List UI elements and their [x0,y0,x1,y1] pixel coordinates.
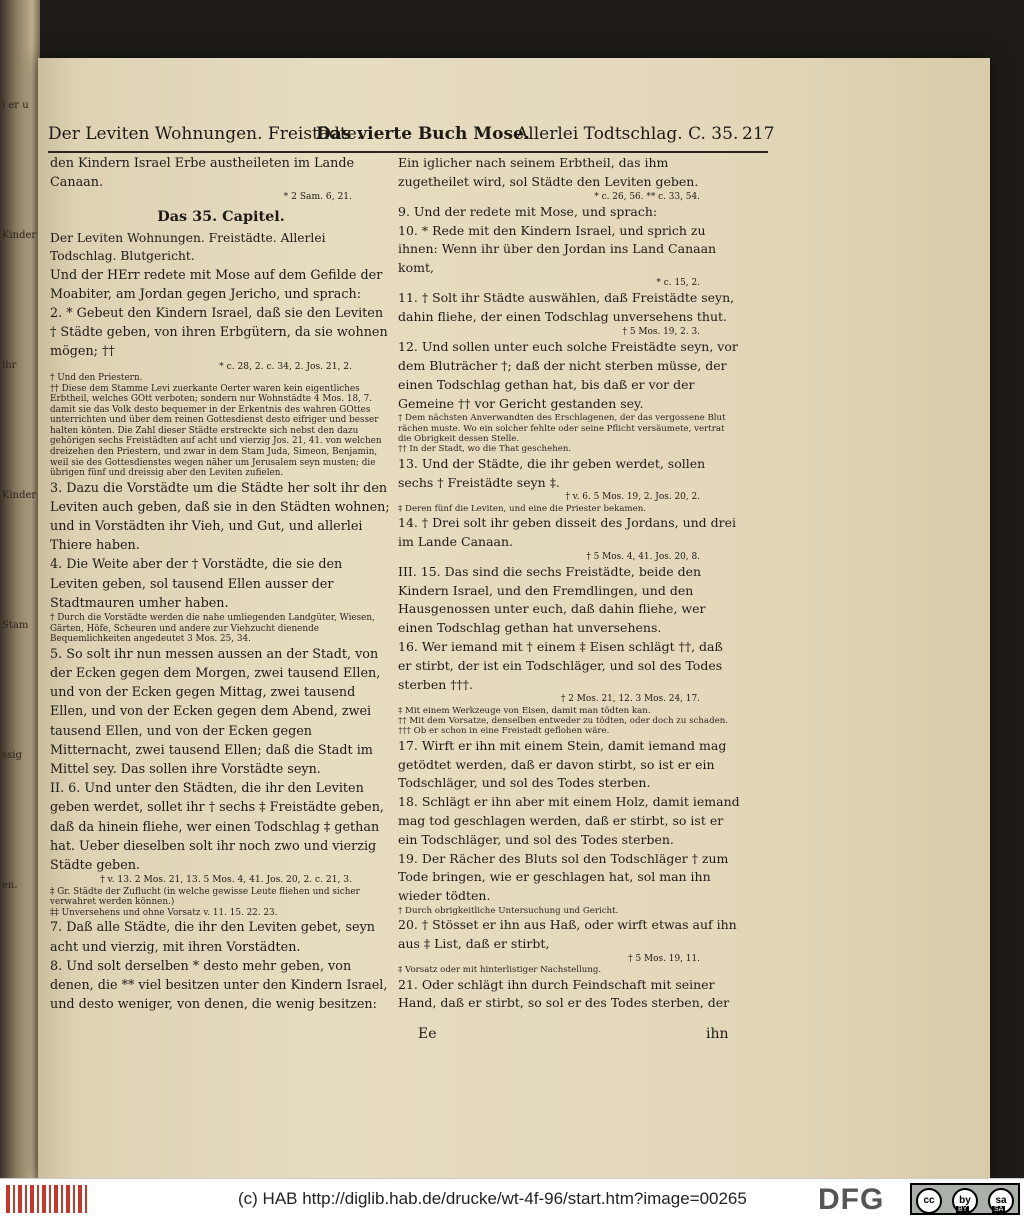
verse-paragraph: 5. So solt ihr nun messen aussen an der Stadt, von der Ecken gegen dem Morgen, zwei tausend Ellen, und von der Ecken gegen Mittag, zwei tausend Ellen, und von der Ecken gegen dem Abend, zwei tausend Ellen, und von der Ecken gegen Mitternacht, zwei tausend Ellen; daß die Stadt im Mittel sey. Das sollen ihre Vorstädte seyn. [50,646,381,777]
viewer-footer [0,1178,1024,1219]
verse-paragraph: 19. Der Rächer des Bluts sol den Todschläger † zum Tode bringen, wie er geschlagen hat, sol man ihn wieder tödten. [398,850,729,904]
footnote: † Dem nächsten Anverwandten des Erschlagenen, der das vergossene Blut rächen muste. Wo ein solcher fehlte oder seine Pflicht versäumete, vertrat die Obrigkeit dessen Stelle. [398,413,726,445]
edge-text-fragment: ihr [2,360,17,371]
edge-text-fragment: Stam [2,620,29,631]
cross-reference: * c. 26, 56. ** c. 33, 54. [594,191,700,202]
barcode-icon [6,1185,88,1213]
verse-paragraph: 3. Dazu die Vorstädte um die Städte her solt ihr den Leviten auch geben, daß sie in den Städten wohnen; und in Vorstädten ihr Vieh, und Gut, und allerlei Thiere haben. [50,480,390,554]
book-page [38,58,990,1178]
cross-reference: † 2 Mos. 21, 12. 3 Mos. 24, 17. [560,694,700,705]
sa-icon: sa [988,1188,1014,1214]
verse-paragraph: 13. Und der Städte, die ihr geben werdet, sollen sechs † Freistädte seyn ‡. [398,455,706,490]
cross-reference: * c. 28, 2. c. 34, 2. Jos. 21, 2. [219,361,352,372]
chapter-title: Das 35. Capitel. [157,207,285,225]
cc-icon: cc [916,1188,942,1214]
verse-paragraph: II. 6. Und unter den Städten, die ihr den Leviten geben werdet, sollet ihr † sechs ‡ Freistädte geben, daß da hinein fliehe, wer einen Todschlag ‡ gethan hat. Ueber dieselben solt ihr noch zwo und vierzig Städte geben. [50,781,384,874]
cross-reference: † 5 Mos. 4, 41. Jos. 20, 8. [586,551,700,562]
footnote: ‡ Gr. Städte der Zuflucht (in welche gewisse Leute fliehen und sicher verwahret werden können.) [50,886,360,908]
verse-paragraph: den Kindern Israel Erbe austheileten im Lande Canaan. [50,156,355,191]
right-column [398,154,740,1013]
chapter-summary: Der Leviten Wohnungen. Freistädte. Allerlei Todschlag. Blutgericht. [50,231,326,264]
verse-paragraph: 10. * Rede mit den Kindern Israel, und sprich zu ihnen: Wenn ihr über den Jordan ins Land Canaan komt, [398,222,717,276]
verse-paragraph: 20. † Stösset er ihn aus Haß, oder wirft etwas auf ihn aus ‡ List, daß er stirbt, [398,917,737,952]
page-number: 217 [742,124,775,144]
previous-page-edge [0,0,40,1178]
signature-mark: Ee [418,1026,437,1042]
verse-paragraph: 4. Die Weite aber der † Vorstädte, die sie den Leviten geben, sol tausend Ellen ausser der Stadtmauren umher haben. [50,557,343,611]
by-label: BY [958,1206,968,1213]
cross-reference: † 5 Mos. 19, 2. 3. [622,326,700,337]
footnote: ‡‡ Unversehens und ohne Vorsatz v. 11. 15. 22. 23. [50,907,278,918]
footnote: † Durch die Vorstädte werden die nahe umliegenden Landgüter, Wiesen, Gärten, Höfe, Scheuren und andere zur Viehzucht dienende Bequemlichkeiten angedeutet 3 Mos. 25, 34. [50,613,375,645]
edge-text-fragment: en. [2,880,18,891]
header-rule [48,151,768,153]
verse-paragraph: 7. Daß alle Städte, die ihr den Leviten gebet, seyn acht und vierzig, mit ihren Vorstädten. [50,920,375,955]
dfg-logo: DFG [818,1183,885,1216]
running-head-left: Der Leviten Wohnungen. Freistädte. [48,124,363,144]
verse-paragraph: III. 15. Das sind die sechs Freistädte, beide den Kindern Israel, und den Fremdlingen, und den Hausgenossen unter euch, daß dahin fliehe, wer einen Todschlag gethan hat unversehens. [398,563,706,636]
cc-license-badge[interactable] [910,1183,1020,1215]
footnote: ‡ Mit einem Werkzeuge von Eisen, damit man tödten kan. [398,705,651,716]
footnote: ‡ Vorsatz oder mit hinterlistiger Nachstellung. [398,965,602,976]
verse-paragraph: 17. Wirft er ihn mit einem Stein, damit iemand mag getödtet werden, daß er davon stirbt, so ist er ein Todschläger, und sol des Todes sterben. [398,737,727,791]
verse-paragraph: Und der HErr redete mit Mose auf dem Gefilde der Moabiter, am Jordan gegen Jericho, und sprach: [50,267,383,302]
cross-reference: † v. 6. 5 Mos. 19, 2. Jos. 20, 2. [565,492,700,503]
footnote: ††† Ob er schon in eine Freistadt geflohen wäre. [398,726,610,737]
cross-reference: * 2 Sam. 6, 21. [283,192,352,203]
footnote: † Und den Priestern. [50,373,143,384]
footnote: †† Mit dem Vorsatze, denselben entweder zu tödten, oder doch zu schaden. [398,716,728,727]
edge-text-fragment: Kinder [2,490,37,501]
cross-reference: † v. 13. 2 Mos. 21, 13. 5 Mos. 4, 41. Jos. 20, 2. c. 21, 3. [100,875,352,886]
verse-paragraph: 14. † Drei solt ihr geben disseit des Jordans, und drei im Lande Canaan. [398,515,737,549]
by-icon: by [952,1188,978,1214]
left-column [50,154,392,1014]
cross-reference: * c. 15, 2. [656,278,700,289]
verse-paragraph: 8. Und solt derselben * desto mehr geben, von denen, die ** viel besitzen unter den Kindern Israel, und desto weniger, von denen, die wenig besitzen: [50,958,388,1013]
cross-reference: † 5 Mos. 19, 11. [628,953,700,964]
verse-paragraph: 12. Und sollen unter euch solche Freistädte seyn, vor dem Bluträcher †; daß der nicht sterben müsse, der einen Todschlag gethan hat, bis daß er vor der Gemeine †† vor Gericht gestanden sey. [398,339,738,411]
edge-text-fragment: i er u [2,100,29,111]
verse-paragraph: 2. * Gebeut den Kindern Israel, daß sie den Leviten † Städte geben, von ihren Erbgütern, da sie wohnen mögen; †† [50,305,388,360]
edge-text-fragment: ssig [2,750,22,761]
verse-paragraph: 9. Und der redete mit Mose, und sprach: [398,203,658,219]
footnote: †† Diese dem Stamme Levi zuerkante Oerter waren kein eigentliches Erbtheil, welches GOtt verboten; sondern nur Wohnstädte 4 Mos. 18, 7. damit sie das Volk desto bequemer in der Erkentnis des wahren GOttes unterrichten und über dem reinen Gottesdienst desto eifriger und besser halten könten. Die Zahl dieser Städte erstreckte sich nebst den dazu gehörigen sechs Freistädten auf acht und vierzig Jos. 21, 41. von welchen dreizehen den Priestern, und zwar in dem Stam Juda, Simeon, Benjamin, weil sie des Gottesdienstes wegen näher um Jerusalem seyn musten; die übrigen fünf und dreissig aber den Leviten zufielen. [50,383,382,479]
running-head [48,122,775,150]
footnote: †† In der Stadt, wo die That geschehen. [398,444,572,455]
running-head-center: Das vierte Buch Mose. [316,124,530,144]
verse-paragraph: 11. † Solt ihr Städte auswählen, daß Freistädte seyn, dahin fliehe, der einen Todschlag unversehens thut. [398,290,735,325]
edge-text-fragment: Kinder [2,230,37,241]
sa-label: SA [994,1206,1004,1213]
verse-paragraph: 18. Schlägt er ihn aber mit einem Holz, damit iemand mag tod geschlagen werden, daß er stirbt, so ist er ein Todschläger, und sol des Todes sterben. [398,794,740,847]
copyright-link[interactable]: (c) HAB http://diglib.hab.de/drucke/wt-4f-96/start.htm?image=00265 [238,1189,747,1208]
catchword: ihn [706,1026,729,1042]
running-head-right: Allerlei Todtschlag. C. 35. [516,124,739,144]
verse-paragraph: 16. Wer iemand mit † einem ‡ Eisen schlägt ††, daß er stirbt, der ist ein Todschläger, und sol des Todes sterben †††. [398,639,723,692]
footnote: ‡ Deren fünf die Leviten, und eine die Priester bekamen. [398,503,647,514]
verse-paragraph: 21. Oder schlägt ihn durch Feindschaft mit seiner Hand, daß er stirbt, so sol er des Todes sterben, der [398,976,730,1011]
footnote: † Durch obrigkeitliche Untersuchung und Gericht. [398,905,619,916]
verse-paragraph: Ein iglicher nach seinem Erbtheil, das ihm zugetheilet wird, sol Städte den Leviten geben. [398,155,699,189]
